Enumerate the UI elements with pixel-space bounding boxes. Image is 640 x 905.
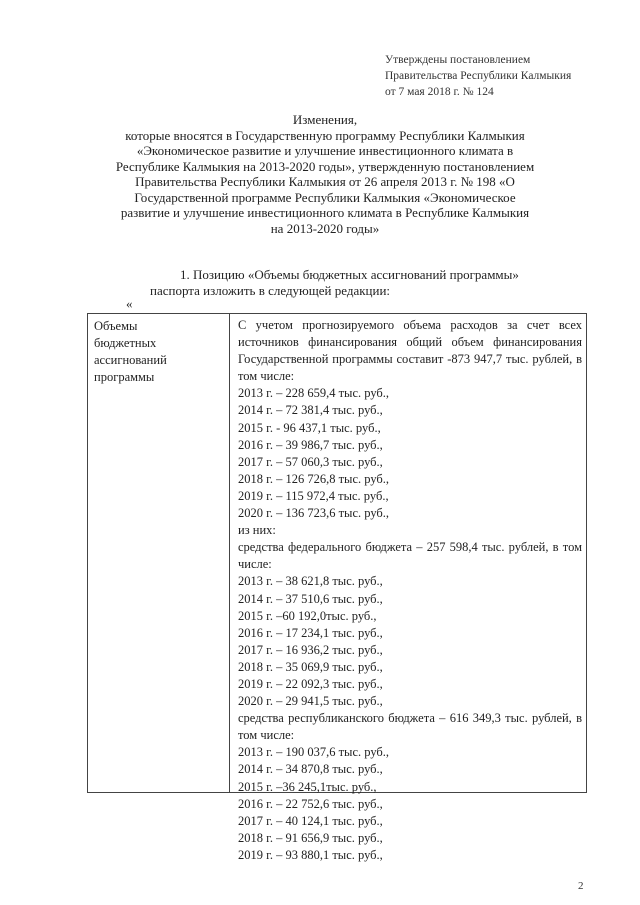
republic-year-row: 2017 г. – 40 124,1 тыс. руб., (238, 813, 383, 828)
clause-line: 1. Позицию «Объемы бюджетных ассигнований программы» (180, 267, 519, 282)
federal-year-row: 2020 г. – 29 941,5 тыс. руб., (238, 694, 383, 709)
year-row: 2018 г. – 126 726,8 тыс. руб., (238, 471, 390, 486)
republic-intro: средства республиканского бюджета – 616 349,3 тыс. рублей, в том числе: (238, 711, 582, 743)
page-number: 2 (578, 880, 584, 892)
heading-line: Республике Калмыкия на 2013-2020 годы», утвержденную постановлением (115, 158, 535, 174)
label-line: программы (94, 370, 155, 384)
republic-year-row: 2018 г. – 91 656,9 тыс. руб., (238, 830, 383, 845)
federal-year-row: 2019 г. – 22 092,3 тыс. руб., (238, 676, 383, 691)
year-row: 2013 г. – 228 659,4 тыс. руб., (238, 386, 390, 401)
heading-line: Государственной программе Республики Калмыкия «Экономическое (134, 189, 516, 205)
funding-intro: С учетом прогнозируемого объема расходов за счет всех источников финансирования общий объем финансирования Государственной программы составит -873 947,7 тыс. рублей, в том числе: (238, 318, 582, 384)
year-row: 2017 г. – 57 060,3 тыс. руб., (238, 454, 383, 469)
heading-line: Правительства Республики Калмыкия от 26 апреля 2013 г. № 198 «О (135, 174, 515, 189)
approval-line: Правительства Республики Калмыкия (385, 70, 572, 82)
approval-line: Утверждены постановлением (385, 54, 531, 66)
federal-year-row: 2013 г. – 38 621,8 тыс. руб., (238, 574, 383, 589)
heading-line: на 2013-2020 годы» (270, 220, 380, 236)
republic-year-row: 2013 г. – 190 037,6 тыс. руб., (238, 745, 390, 760)
year-row: 2019 г. – 115 972,4 тыс. руб., (238, 488, 389, 503)
opening-quote: « (126, 296, 133, 311)
year-row: 2015 г. - 96 437,1 тыс. руб., (238, 420, 381, 435)
year-row: 2016 г. – 39 986,7 тыс. руб., (238, 437, 383, 452)
federal-year-row: 2018 г. – 35 069,9 тыс. руб., (238, 659, 383, 674)
heading-line: развитие и улучшение инвестиционного климата в Республике Калмыкия (120, 205, 530, 220)
heading-line: которые вносятся в Государственную программу Республики Калмыкия (125, 127, 525, 143)
republic-year-row: 2014 г. – 34 870,8 тыс. руб., (238, 762, 383, 777)
heading-line: Изменения, (292, 112, 358, 127)
federal-year-row: 2016 г. – 17 234,1 тыс. руб., (238, 625, 383, 640)
clause-line: паспорта изложить в следующей редакции: (150, 283, 391, 298)
table-label-cell (88, 314, 230, 792)
year-row: 2014 г. – 72 381,4 тыс. руб., (238, 403, 383, 418)
federal-year-row: 2017 г. – 16 936,2 тыс. руб., (238, 642, 383, 657)
label-line: ассигнований (94, 353, 167, 367)
federal-intro: средства федерального бюджета – 257 598,4 тыс. рублей, в том числе: (238, 540, 582, 572)
federal-year-row: 2014 г. – 37 510,6 тыс. руб., (238, 591, 383, 606)
republic-year-row: 2019 г. – 93 880,1 тыс. руб., (238, 847, 383, 862)
of-them-label: из них: (238, 523, 276, 538)
heading-line: «Экономическое развитие и улучшение инвестиционного климата в (136, 143, 514, 158)
approval-line: от 7 мая 2018 г. № 124 (385, 86, 494, 98)
year-row: 2020 г. – 136 723,6 тыс. руб., (238, 506, 390, 521)
budget-table (87, 313, 587, 862)
federal-year-row: 2015 г. –60 192,0тыс. руб., (238, 608, 377, 623)
document-heading (90, 112, 560, 236)
approval-note (385, 52, 571, 100)
table-value-cell (238, 317, 582, 864)
clause-paragraph (150, 267, 586, 299)
label-line: бюджетных (94, 336, 157, 350)
republic-year-row: 2015 г. –36 245,1тыс. руб., (238, 779, 377, 794)
label-line: Объемы (94, 319, 138, 333)
republic-year-row: 2016 г. – 22 752,6 тыс. руб., (238, 796, 383, 811)
